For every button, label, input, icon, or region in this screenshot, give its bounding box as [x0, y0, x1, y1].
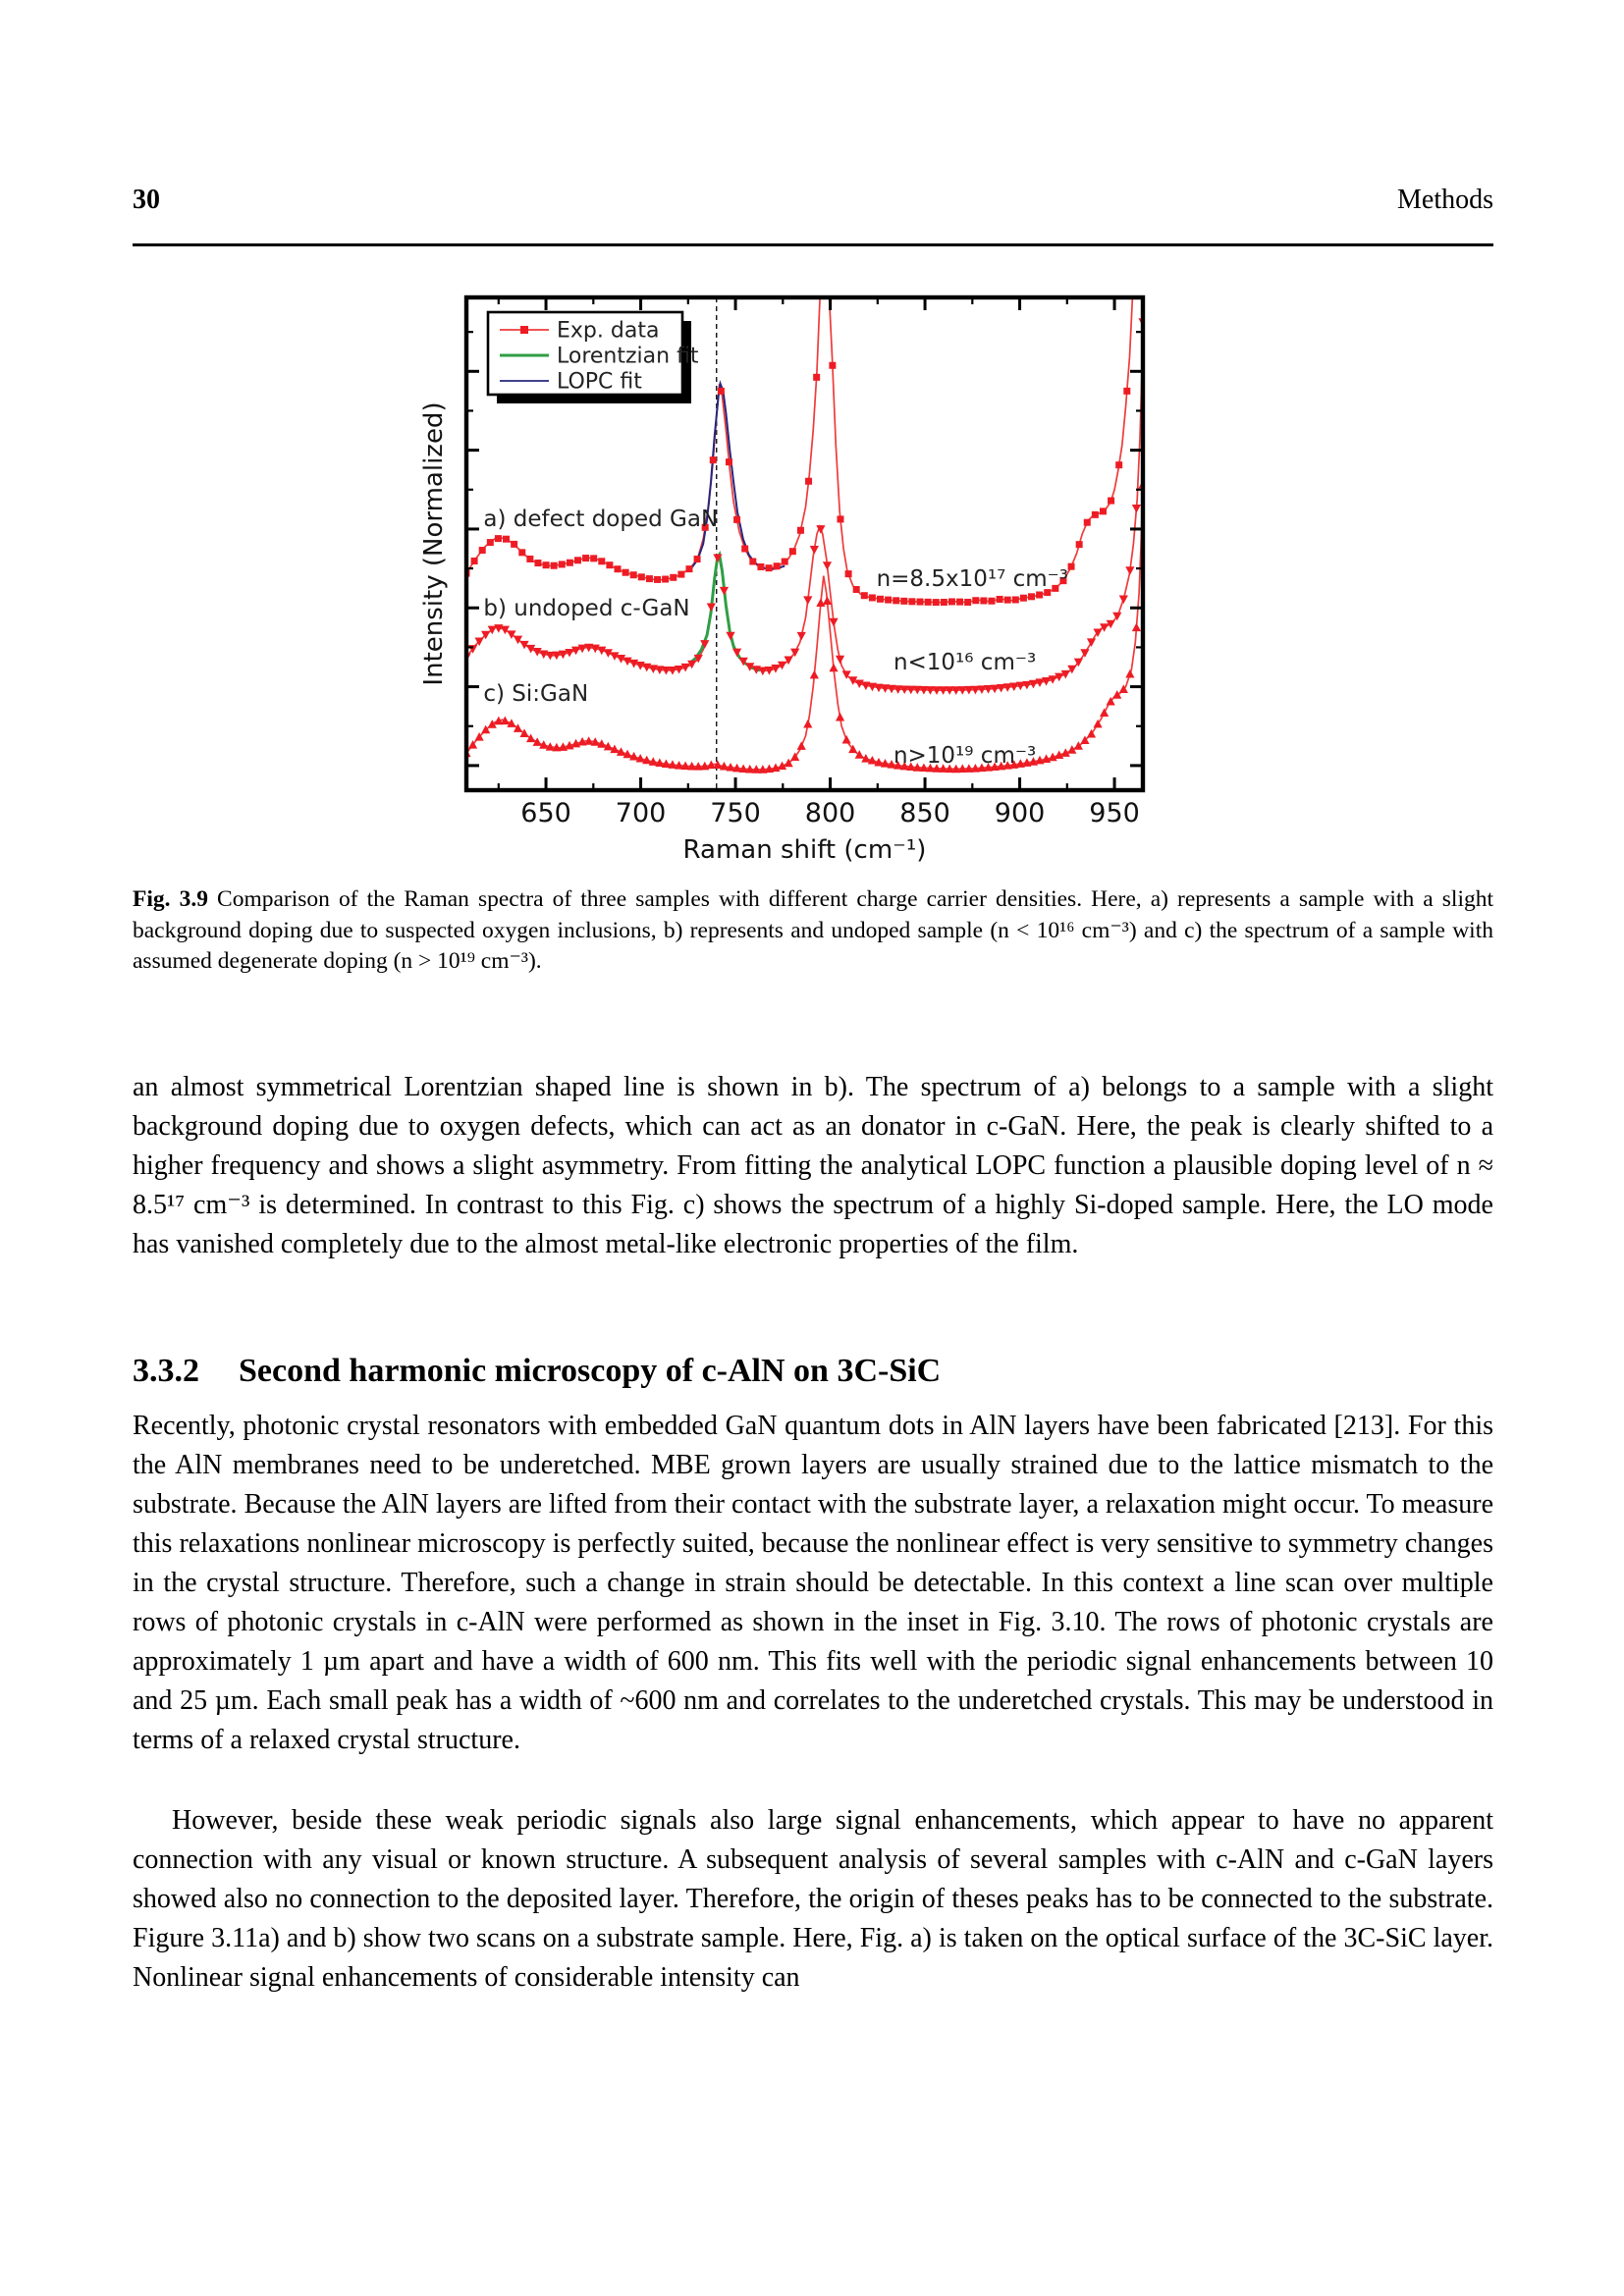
doping-annotation: n>10¹⁹ cm⁻³ [893, 742, 1037, 769]
figure-caption [133, 884, 1493, 978]
curve-label: a) defect doped GaN [483, 506, 719, 532]
x-tick-label: 700 [615, 798, 667, 828]
raman-spectra-chart [412, 291, 1159, 876]
section-heading [133, 1353, 1493, 1390]
figure-3-9 [412, 291, 1159, 876]
x-tick-label: 750 [710, 798, 761, 828]
series-line-lopc-fit [692, 384, 785, 569]
section-title: Second harmonic microscopy of c-AlN on 3C-SiC [239, 1353, 942, 1389]
doping-annotation: n<10¹⁶ cm⁻³ [893, 650, 1037, 676]
x-tick-label: 850 [899, 798, 950, 828]
x-tick-label: 950 [1089, 798, 1140, 828]
caption-text: Comparison of the Raman spectra of three samples with different charge carrier densities. Here, a) represents a sample with a slight background doping due to suspected oxygen inclusions, b) represents and undoped sample (n < 10¹⁶ cm⁻³) and c) the spectrum of a sample with assumed degenerate doping (n > 10¹⁹ cm⁻³). [133, 886, 1494, 974]
page-number: 30 [133, 185, 160, 215]
x-tick-label: 650 [520, 798, 571, 828]
curve-label: b) undoped c-GaN [483, 595, 690, 621]
legend-label: Lorentzian fit [557, 344, 699, 369]
series-line-lorentzian-fit [690, 555, 760, 670]
caption-label: Fig. 3.9 [133, 886, 208, 912]
curve-label: c) Si:GaN [483, 681, 589, 708]
x-tick-label: 800 [804, 798, 856, 828]
paragraph-3: However, beside these weak periodic signals also large signal enhancements, which appear to have no apparent connection with any visual or known structure. A subsequent analysis of several samples with c-AlN and c-GaN layers showed also no connection to the deposited layer. Therefore, the origin of theses peaks has to be connected to the substrate. Figure 3.11a) and b) show two scans on a substrate sample. Here, Fig. a) is taken on the optical surface of the 3C-SiC layer. Nonlinear signal enhancements of considerable intensity can [133, 1805, 1493, 1993]
legend-label: Exp. data [557, 318, 660, 344]
legend-label: LOPC fit [557, 369, 642, 395]
running-header: Methods [1397, 185, 1493, 215]
section-number: 3.3.2 [133, 1353, 199, 1389]
doping-annotation: n=8.5x10¹⁷ cm⁻³ [876, 566, 1069, 593]
paragraph-2: Recently, photonic crystal resonators with embedded GaN quantum dots in AlN layers have been fabricated [213]. For this the AlN membranes need to be underetched. MBE grown layers are usually strained due to the lattice mismatch to the substrate. Because the AlN layers are lifted from their contact with the substrate layer, a relaxation might occur. To measure this relaxations nonlinear microscopy is perfectly suited, because the nonlinear effect is very sensitive to symmetry changes in the crystal structure. Therefore, such a change in strain should be detectable. In this context a line scan over multiple rows of photonic crystals in c-AlN were performed as shown in the inset in Fig. 3.10. The rows of photonic crystals are approximately 1 µm apart and have a width of 600 nm. This fits well with the periodic signal enhancements between 10 and 25 µm. Each small peak has a width of ~600 nm and correlates to the underetched crystals. This may be understood in terms of a relaxed crystal structure. [133, 1411, 1493, 1755]
legend [488, 312, 699, 403]
header-rule [133, 243, 1493, 246]
x-tick-label: 900 [994, 798, 1046, 828]
x-axis-title: Raman shift (cm⁻¹) [682, 835, 927, 865]
paragraph-1: an almost symmetrical Lorentzian shaped line is shown in b). The spectrum of a) belongs to a sample with a slight background doping due to oxygen defects, which can act as an donator in c-GaN. Here, the peak is clearly shifted to a higher frequency and shows a slight asymmetry. From fitting the analytical LOPC function a plausible doping level of n ≈ 8.5¹⁷ cm⁻³ is determined. In contrast to this Fig. c) shows the spectrum of a highly Si-doped sample. Here, the LO mode has vanished completely due to the almost metal-like electronic properties of the film. [133, 1072, 1493, 1259]
y-axis-title: Intensity (Normalized) [419, 401, 449, 686]
